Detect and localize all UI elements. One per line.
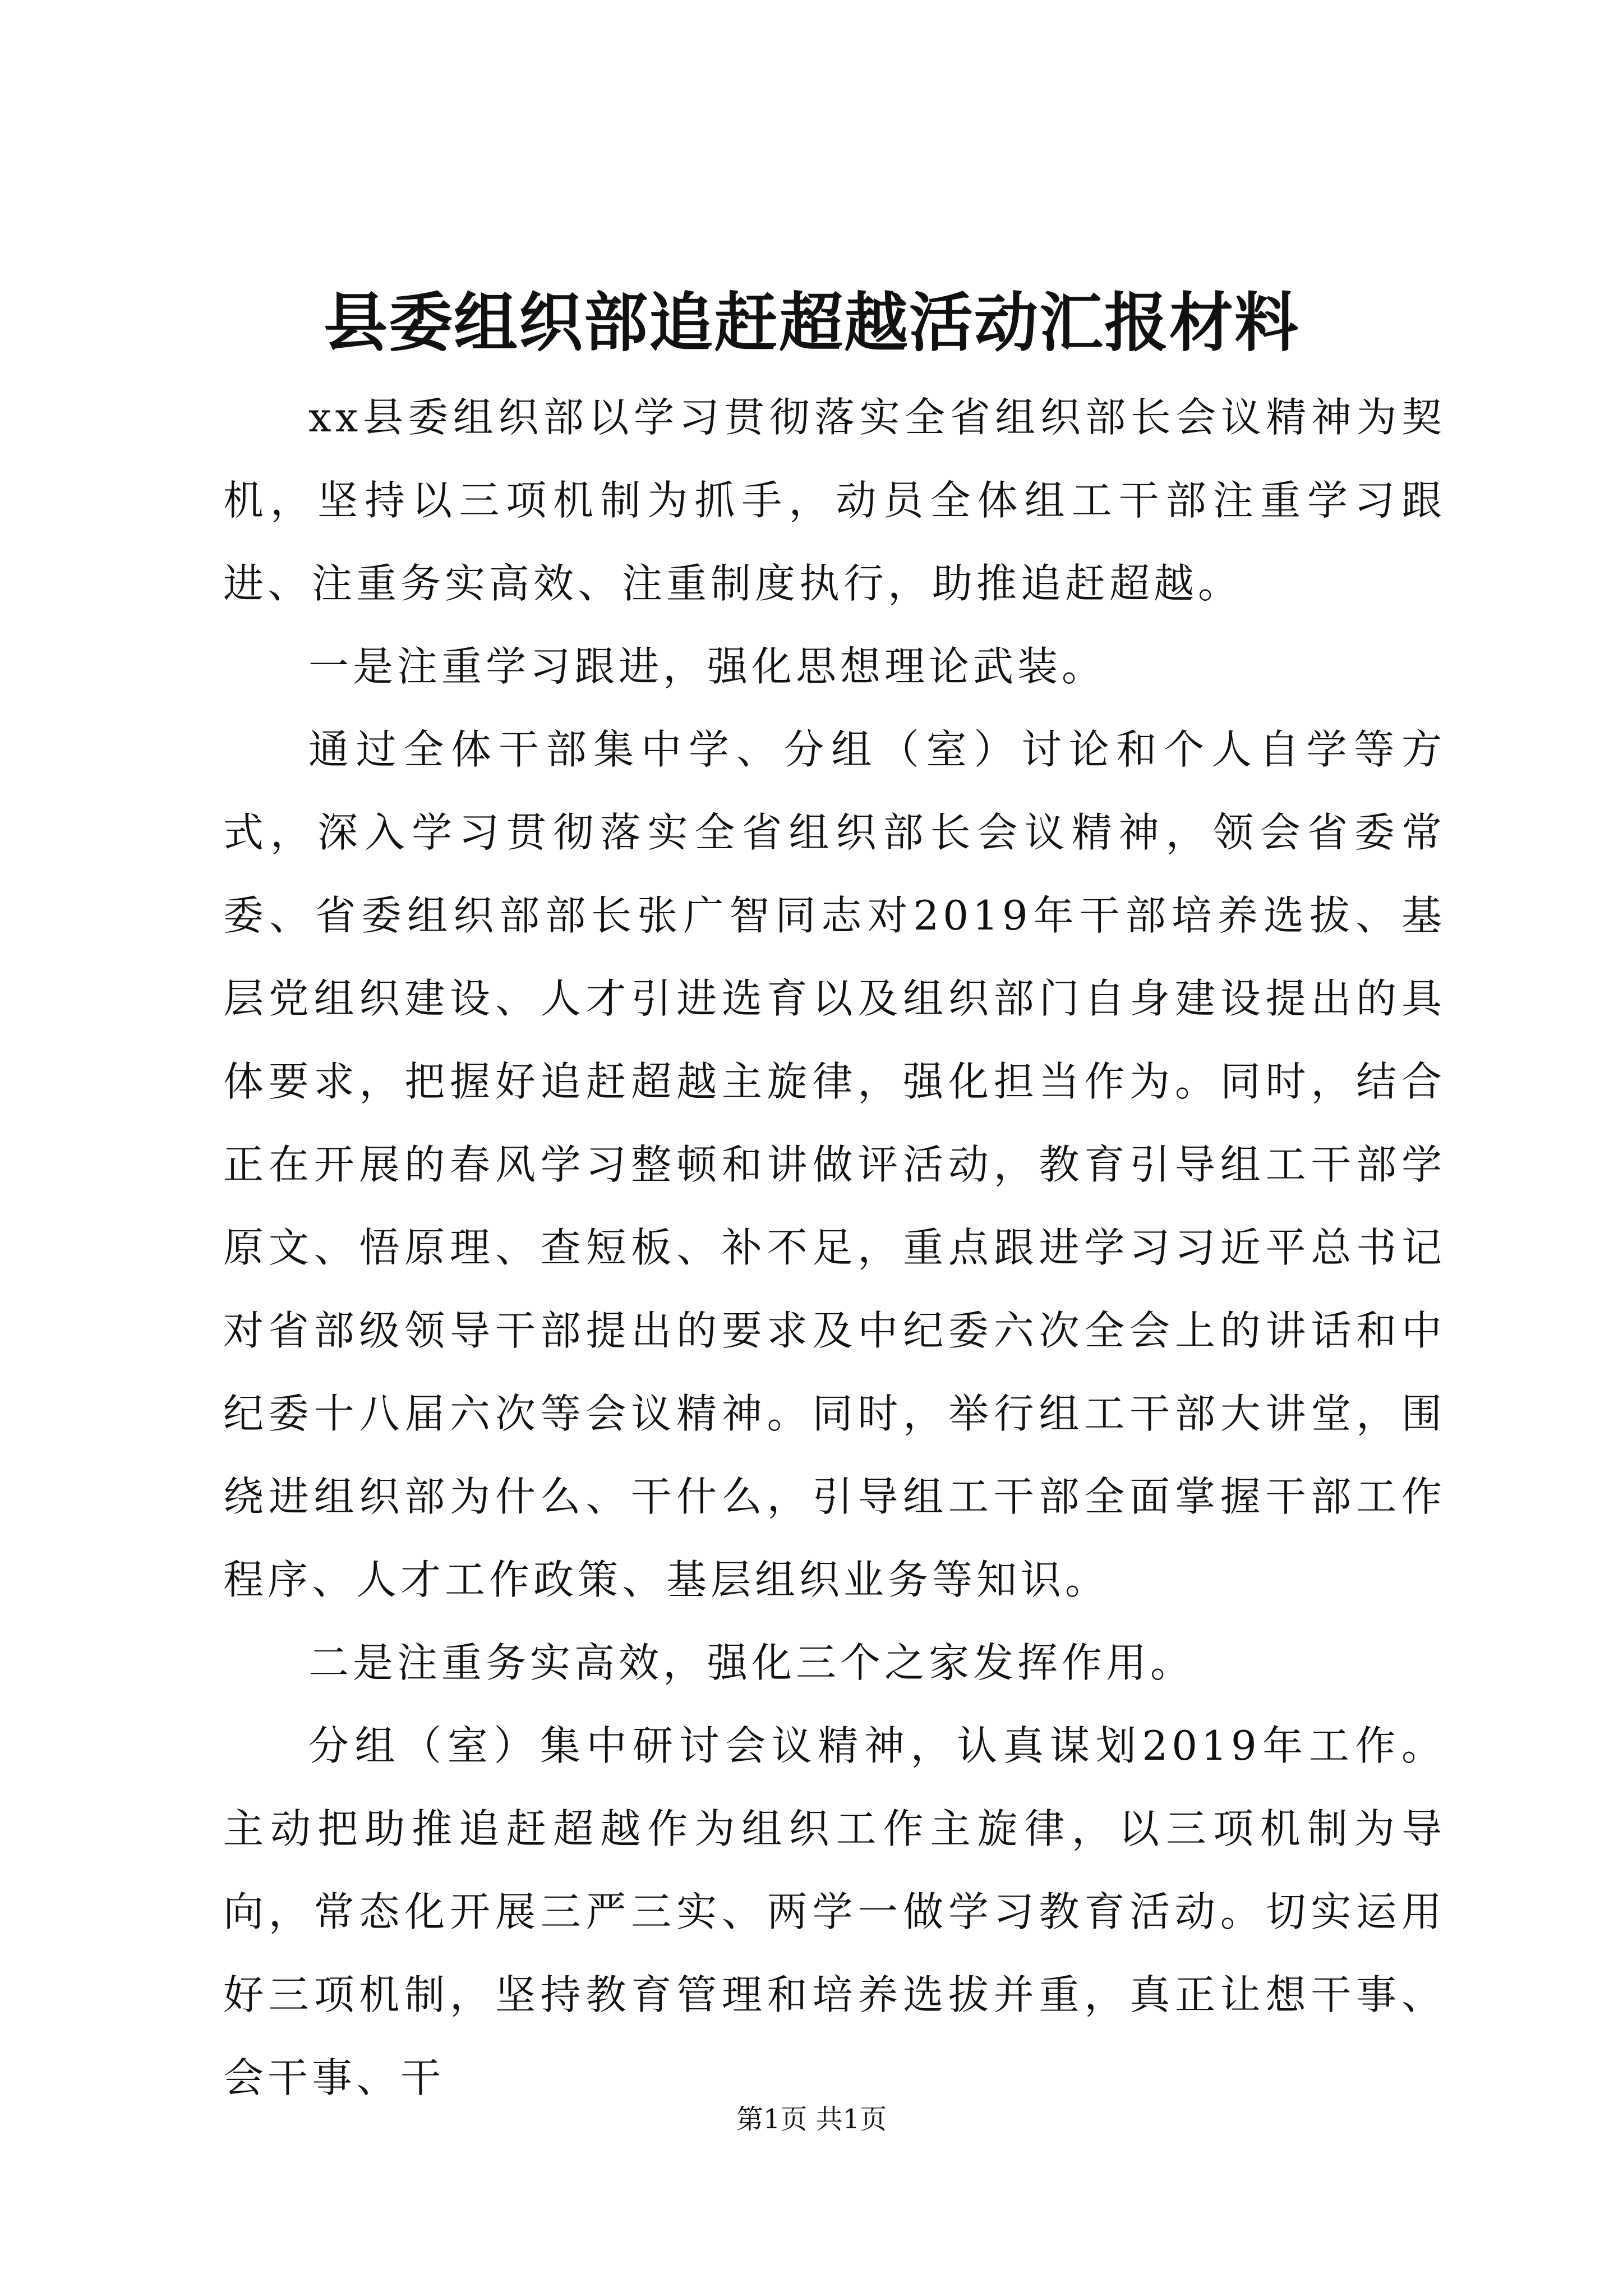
paragraph-study: 通过全体干部集中学、分组（室）讨论和个人自学等方式，深入学习贯彻落实全省组织部长会议精神，领会省委常委、省委组织部部长张广智同志对2019年干部培养选拔、基层党组织建设、人才引进选育以及组织部门自身建设提出的具体要求，把握好追赶超越主旋律，强化担当作为。同时，结合正在开展的春风学习整顿和讲做评活动，教育引导组工干部学原文、悟原理、查短板、补不足，重点跟进学习习近平总书记对省部级领导干部提出的要求及中纪委六次全会上的讲话和中纪委十八届六次等会议精神。同时，举行组工干部大讲堂，围绕进组织部为什么、干什么，引导组工干部全面掌握干部工作程序、人才工作政策、基层组织业务等知识。 xyxy=(223,726,1446,1603)
paragraph-intro: xx县委组织部以学习贯彻落实全省组织部长会议精神为契机，坚持以三项机制为抓手，动员全体组工干部注重学习跟进、注重务实高效、注重制度执行，助推追赶超越。 xyxy=(223,394,1446,607)
document-body xyxy=(223,376,1446,2119)
document-title: 县委组织部追赶超越活动汇报材料 xyxy=(323,285,1299,360)
section-heading-study: 一是注重学习跟进，强化思想理论武装。 xyxy=(308,643,1106,690)
paragraph-efficiency: 分组（室）集中研讨会议精神，认真谋划2019年工作。主动把助推追赶超越作为组织工作主旋律，以三项机制为导向，常态化开展三严三实、两学一做学习教育活动。切实运用好三项机制，坚持教育管理和培养选拔并重，真正让想干事、会干事、干 xyxy=(223,1722,1446,2101)
page-number-footer: 第1页 共1页 xyxy=(736,2104,887,2135)
section-heading-efficiency: 二是注重务实高效，强化三个之家发挥作用。 xyxy=(308,1639,1195,1686)
